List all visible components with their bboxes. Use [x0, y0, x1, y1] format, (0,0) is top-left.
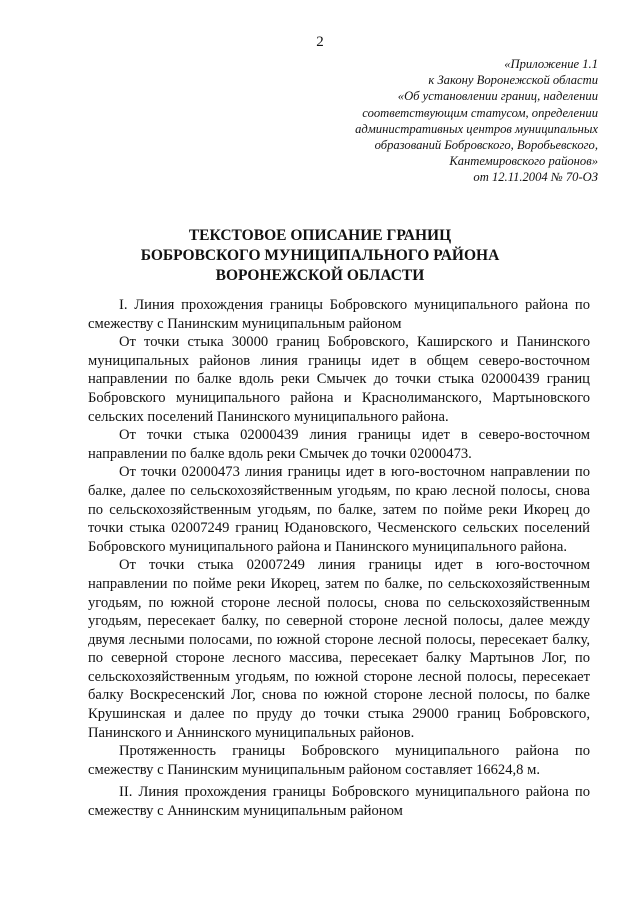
- paragraph: Протяженность границы Бобровского муниципального района по смежеству с Панинским муниципальным районом составляет 16624,8 м.: [88, 743, 590, 778]
- title-line: ТЕКСТОВОЕ ОПИСАНИЕ ГРАНИЦ: [188, 227, 452, 244]
- appendix-line: от 12.11.2004 № 70-ОЗ: [473, 170, 598, 185]
- appendix-line: к Закону Воронежской области: [428, 73, 598, 88]
- title-line: ВОРОНЕЖСКОЙ ОБЛАСТИ: [215, 267, 425, 284]
- appendix-line: образований Бобровского, Воробьевского,: [374, 138, 598, 153]
- paragraph: От точки стыка 30000 границ Бобровского, Каширского и Панинского муниципальных районов линия границы идет в общем северо-восточном направлении по балке вдоль реки Смычек до точки стыка 02000439 границ Бобровского муниципального района и Краснолиманского, Мартыновского сельских поселений Панинского муниципального района.: [88, 334, 590, 425]
- appendix-line: Кантемировского районов»: [449, 154, 598, 169]
- appendix-line: соответствующим статусом, определении: [362, 105, 598, 120]
- appendix-line: «Приложение 1.1: [504, 57, 598, 71]
- page-number: 2: [316, 34, 324, 50]
- section-2: [88, 783, 590, 820]
- appendix-line: «Об установлении границ, наделении: [397, 89, 598, 104]
- paragraph: От точки стыка 02007249 линия границы идет в юго-восточном направлении по пойме реки Икорец, затем по балке, по сельскохозяйственным угодьям, по южной стороне лесной полосы, снова по сельскохозяйственным угодьям, пересекает балку, по северной стороне лесной полосы, далее между двумя лесными полосами, по южной стороне лесной полосы, пересекает балку, по северной стороне лесного массива, пересекает балку Мартынов Лог, по сельскохозяйственным угодьям, по южной стороне лесной полосы, пересекает балку Воскресенский Лог, снова по южной стороне лесной полосы, по балке Крушинская и далее по пруду до точки стыка 29000 границ Бобровского, Панинского и Аннинского муниципальных районов.: [88, 557, 590, 741]
- appendix-line: административных центров муниципальных: [355, 121, 598, 136]
- title-line: БОБРОВСКОГО МУНИЦИПАЛЬНОГО РАЙОНА: [140, 247, 500, 264]
- document-title: [0, 226, 640, 286]
- appendix-reference: [298, 56, 598, 186]
- paragraph: От точки 02000473 линия границы идет в юго-восточном направлении по балке, далее по сельскохозяйственным угодьям, по краю лесной полосы, снова по сельскохозяйственным угодьям, по балке, затем по пойме реки Икорец до точки стыка 02007249 границ Юдановского, Чесменского сельских поселений Бобровского муниципального района и Панинского муниципального района.: [88, 464, 590, 555]
- paragraph: От точки стыка 02000439 линия границы идет в северо-восточном направлении по балке вдоль реки Смычек до точки 02000473.: [88, 427, 590, 462]
- section-2-heading: II. Линия прохождения границы Бобровского муниципального района по смежеству с Аннинским муниципальным районом: [88, 784, 590, 819]
- section-1: [88, 296, 590, 779]
- section-1-heading: I. Линия прохождения границы Бобровского муниципального района по смежеству с Панинским муниципальным районом: [88, 297, 590, 332]
